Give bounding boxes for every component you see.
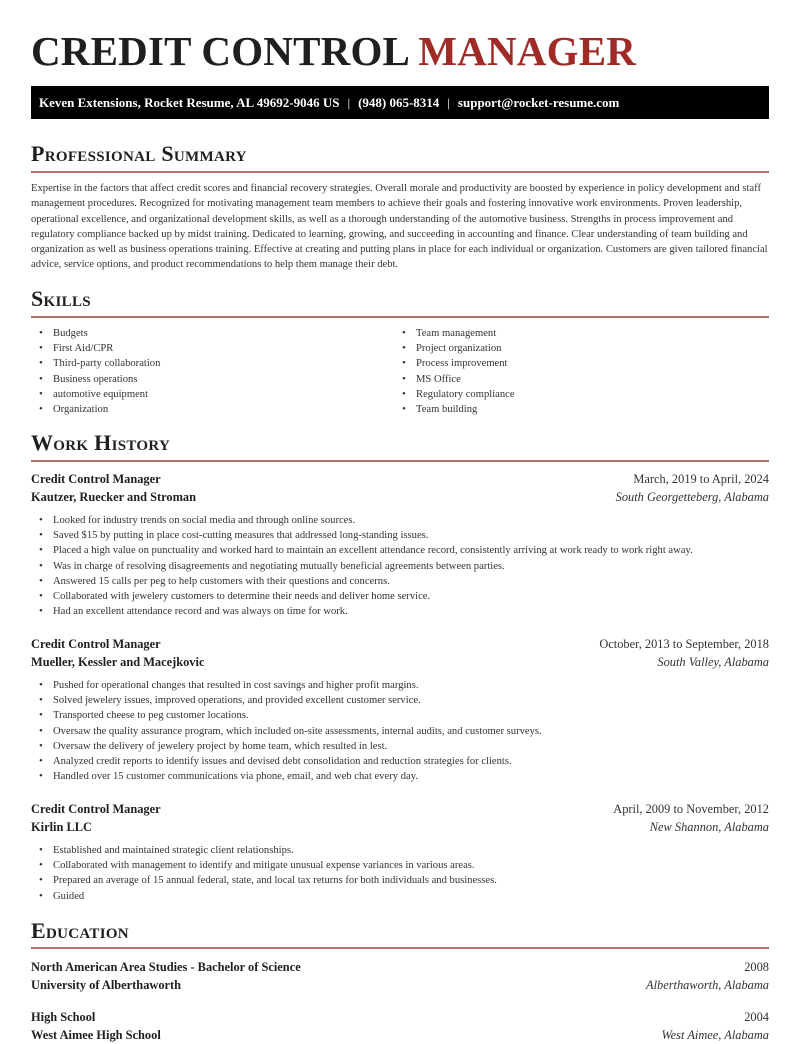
skill-item: • Budgets — [31, 326, 371, 341]
job-company: Kirlin LLC — [31, 820, 92, 834]
job-entry — [31, 635, 769, 784]
contact-phone[interactable]: (948) 065-8314 — [358, 95, 440, 110]
skill-item: • Team management — [394, 326, 734, 341]
section-divider — [31, 171, 769, 173]
education-school: West Aimee High School — [31, 1028, 161, 1042]
job-duties — [31, 678, 769, 784]
education-school: University of Alberthaworth — [31, 978, 182, 992]
education-degree: High School — [31, 1010, 96, 1024]
job-duty: • Answered 15 calls per peg to help customers with their questions and concerns. — [31, 574, 769, 589]
job-duty: • Guided — [31, 889, 769, 904]
education-location: West Aimee, Alabama — [661, 1028, 769, 1042]
education-entry — [31, 958, 769, 994]
contact-address: Keven Extensions, Rocket Resume, AL 49692-9046 US — [39, 95, 340, 110]
skills-list-right — [394, 326, 734, 417]
job-duty: • Collaborated with management to identify and mitigate unusual expense variances in various areas. — [31, 858, 769, 873]
job-location: South Georgetteberg, Alabama — [615, 490, 769, 504]
job-location: New Shannon, Alabama — [649, 820, 769, 834]
job-dates: October, 2013 to September, 2018 — [599, 637, 769, 651]
skill-item: • Team building — [394, 402, 734, 417]
job-duty: • Solved jewelery issues, improved operations, and provided excellent customer service. — [31, 693, 769, 708]
job-duties — [31, 513, 769, 619]
job-entry — [31, 800, 769, 904]
section-divider — [31, 460, 769, 462]
education-location: Alberthaworth, Alabama — [646, 978, 769, 992]
job-location: South Valley, Alabama — [657, 655, 769, 669]
work-history-heading: Work History — [31, 430, 171, 455]
job-duty: • Was in charge of resolving disagreements and negotiating mutually beneficial agreements between parties. — [31, 559, 769, 574]
job-duty: • Had an excellent attendance record and was always on time for work. — [31, 604, 769, 619]
candidate-name — [31, 28, 636, 74]
education-heading: Education — [31, 918, 129, 943]
summary-text: Expertise in the factors that affect credit scores and financial recovery strategies. Overall morale and productivity are boosted by experience in policy development and staff management procedures. Recognized for motivating management team members to achieve their goals and fostering innovative work environments. Proven leadership, operational excellence, and organizational development skills, as well as a thorough understanding of the automotive business. Strengths in process improvement and regulatory compliance backed up by midst training. Dedicated to learning, growing, and succeeding in accounting and finance. Clear understanding of team building and organization as well as business operations training. Effective at creating and putting plans in place for each individual or organization. Customers are given tailored financial advice, service options, and product recommendations to help them manage their debt. — [31, 183, 768, 271]
job-duty: • Prepared an average of 15 annual federal, state, and local tax returns for both individuals and businesses. — [31, 873, 769, 888]
skill-item: • MS Office — [394, 372, 734, 387]
job-entry — [31, 470, 769, 619]
skill-item: • automotive equipment — [31, 387, 371, 402]
section-divider — [31, 947, 769, 949]
job-role: Credit Control Manager — [31, 802, 161, 816]
education-entry — [31, 1008, 769, 1044]
job-dates: April, 2009 to November, 2012 — [613, 802, 769, 816]
education-year: 2004 — [744, 1010, 769, 1024]
skill-item: • Organization — [31, 402, 371, 417]
job-company: Kautzer, Ruecker and Stroman — [31, 490, 196, 504]
skill-item: • Business operations — [31, 372, 371, 387]
skill-item: • Third-party collaboration — [31, 356, 371, 371]
job-duty: • Pushed for operational changes that resulted in cost savings and higher profit margins. — [31, 678, 769, 693]
job-role: Credit Control Manager — [31, 472, 161, 486]
job-duty: • Placed a high value on punctuality and worked hard to maintain an excellent attendance record, consistently arriving at work ready to work right away. — [31, 543, 769, 558]
contact-bar — [31, 86, 769, 119]
skill-item: • First Aid/CPR — [31, 341, 371, 356]
job-duty: • Oversaw the delivery of jewelery project by home team, which resulted in lest. — [31, 739, 769, 754]
job-dates: March, 2019 to April, 2024 — [633, 472, 769, 486]
education-year: 2008 — [744, 960, 769, 974]
skill-item: • Process improvement — [394, 356, 734, 371]
job-duty: • Established and maintained strategic client relationships. — [31, 843, 769, 858]
skill-item: • Project organization — [394, 341, 734, 356]
contact-email[interactable]: support@rocket-resume.com — [457, 95, 620, 110]
name-last: MANAGER — [418, 28, 637, 74]
name-first: CREDIT CONTROL — [31, 28, 408, 74]
job-duty: • Collaborated with jewelery customers to determine their needs and deliver home service. — [31, 589, 769, 604]
section-divider — [31, 316, 769, 318]
skill-item: • Regulatory compliance — [394, 387, 734, 402]
summary-heading: Professional Summary — [31, 141, 247, 166]
job-duties — [31, 843, 769, 904]
job-duty: • Saved $15 by putting in place cost-cutting measures that addressed long-standing issues. — [31, 528, 769, 543]
job-duty: • Handled over 15 customer communications via phone, email, and web chat every day. — [31, 769, 769, 784]
education-degree: North American Area Studies - Bachelor of Science — [31, 960, 301, 974]
skills-list-left — [31, 326, 371, 417]
contact-separator: | — [447, 95, 450, 110]
job-duty: • Transported cheese to peg customer locations. — [31, 708, 769, 723]
job-company: Mueller, Kessler and Macejkovic — [31, 655, 205, 669]
contact-separator: | — [347, 95, 351, 110]
job-duty: • Looked for industry trends on social media and through online sources. — [31, 513, 769, 528]
skills-heading: Skills — [31, 286, 91, 311]
job-role: Credit Control Manager — [31, 637, 161, 651]
job-duty: • Oversaw the quality assurance program, which included on-site assessments, internal audits, and customer surveys. — [31, 724, 769, 739]
job-duty: • Analyzed credit reports to identify issues and devised debt consolidation and reduction strategies for clients. — [31, 754, 769, 769]
